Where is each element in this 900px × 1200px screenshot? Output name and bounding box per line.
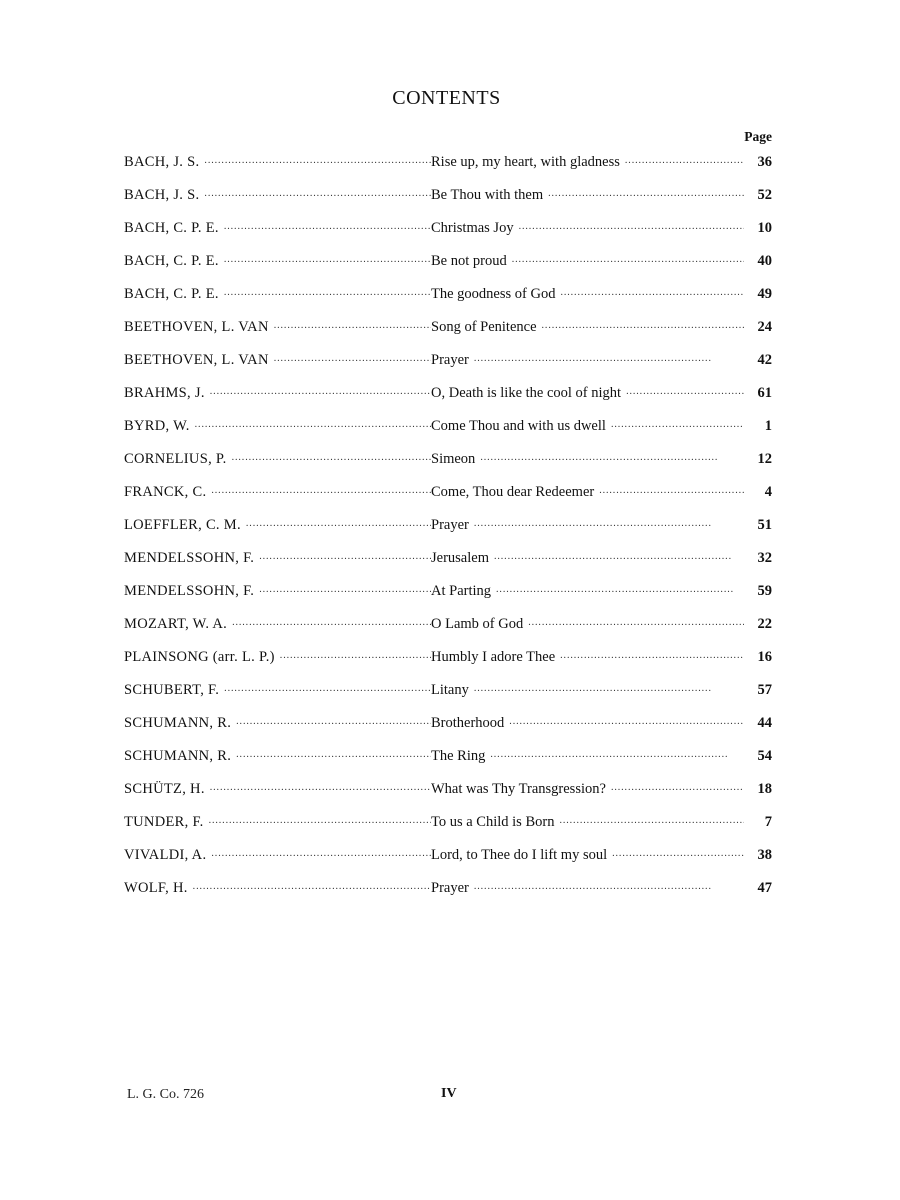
dot-leader [625, 152, 744, 166]
dot-leader [209, 812, 431, 826]
composer-cell [124, 812, 431, 831]
page-number: IV [441, 1086, 457, 1101]
dot-leader [509, 713, 744, 727]
work-title: Brotherhood [431, 715, 505, 731]
toc-entry [124, 838, 772, 871]
composer-cell [124, 185, 431, 204]
composer-cell [124, 746, 431, 765]
dot-leader [259, 548, 431, 562]
work-title: Song of Penitence [431, 319, 537, 335]
composer-name: SCHUMANN, R. [124, 748, 232, 764]
work-title: O Lamb of God [431, 616, 524, 632]
title-cell [431, 779, 772, 798]
composer-name: PLAINSONG (arr. L. P.) [124, 649, 275, 665]
dot-leader [611, 416, 744, 430]
dot-leader [542, 317, 744, 331]
page-ref: 18 [757, 781, 772, 797]
work-title: What was Thy Transgression? [431, 781, 606, 797]
composer-cell [124, 581, 431, 600]
composer-name: SCHÜTZ, H. [124, 781, 205, 797]
dot-leader [559, 812, 744, 826]
title-cell [431, 218, 772, 237]
work-title: Prayer [431, 517, 469, 533]
toc-entry [124, 772, 772, 805]
title-cell [431, 515, 772, 534]
toc-entry [124, 574, 772, 607]
dot-leader [211, 845, 431, 859]
dot-leader [246, 515, 431, 529]
composer-cell [124, 845, 431, 864]
dot-leader [474, 878, 744, 892]
dot-leader [210, 779, 431, 793]
page-ref: 47 [757, 880, 772, 896]
dot-leader [224, 251, 431, 265]
page-ref: 16 [757, 649, 772, 665]
composer-cell [124, 548, 431, 567]
composer-name: MOZART, W. A. [124, 616, 228, 632]
page-ref: 4 [764, 484, 772, 500]
dot-leader [474, 515, 744, 529]
dot-leader [193, 878, 431, 892]
work-title: Come, Thou dear Redeemer [431, 484, 595, 500]
work-title: The goodness of God [431, 286, 556, 302]
work-title: O, Death is like the cool of night [431, 385, 622, 401]
composer-name: BRAHMS, J. [124, 385, 205, 401]
title-cell [431, 548, 772, 567]
dot-leader [560, 284, 744, 298]
page-ref: 54 [757, 748, 772, 764]
composer-cell [124, 779, 431, 798]
dot-leader [224, 218, 431, 232]
composer-name: VIVALDI, A. [124, 847, 207, 863]
composer-cell [124, 350, 431, 369]
work-title: Come Thou and with us dwell [431, 418, 606, 434]
title-cell [431, 746, 772, 765]
title-cell [431, 185, 772, 204]
composer-name: MENDELSSOHN, F. [124, 550, 255, 566]
composer-name: CORNELIUS, P. [124, 451, 227, 467]
composer-name: FRANCK, C. [124, 484, 207, 500]
work-title: Humbly I adore Thee [431, 649, 556, 665]
toc-entry [124, 541, 772, 574]
dot-leader [480, 449, 744, 463]
dot-leader [195, 416, 431, 430]
composer-cell [124, 449, 431, 468]
dot-leader [204, 185, 431, 199]
dot-leader [236, 713, 431, 727]
page-ref: 38 [757, 847, 772, 863]
toc-entry [124, 310, 772, 343]
table-of-contents [124, 145, 772, 904]
composer-name: LOEFFLER, C. M. [124, 517, 241, 533]
title-cell [431, 812, 772, 831]
dot-leader [560, 647, 744, 661]
composer-name: BACH, J. S. [124, 187, 200, 203]
dot-leader [280, 647, 431, 661]
toc-entry [124, 409, 772, 442]
dot-leader [494, 548, 744, 562]
title-cell [431, 383, 772, 402]
dot-leader [274, 350, 431, 364]
composer-name: MENDELSSOHN, F. [124, 583, 255, 599]
composer-name: BACH, C. P. E. [124, 286, 219, 302]
work-title: Be Thou with them [431, 187, 544, 203]
dot-leader [259, 581, 431, 595]
title-cell [431, 350, 772, 369]
page-ref: 22 [757, 616, 772, 632]
title-cell [431, 482, 772, 501]
page-ref: 24 [757, 319, 772, 335]
page-ref: 49 [757, 286, 772, 302]
dot-leader [611, 779, 744, 793]
work-title: Litany [431, 682, 469, 698]
composer-cell [124, 614, 431, 633]
dot-leader [210, 383, 431, 397]
catalog-number: L. G. Co. 726 [127, 1087, 204, 1102]
work-title: Prayer [431, 352, 469, 368]
toc-entry [124, 376, 772, 409]
dot-leader [236, 746, 431, 760]
page-column-heading: Page [744, 129, 772, 144]
dot-leader [224, 284, 431, 298]
work-title: Prayer [431, 880, 469, 896]
composer-name: SCHUMANN, R. [124, 715, 232, 731]
toc-entry [124, 475, 772, 508]
title-cell [431, 680, 772, 699]
dot-leader [528, 614, 744, 628]
composer-cell [124, 284, 431, 303]
work-title: Simeon [431, 451, 476, 467]
title-cell [431, 614, 772, 633]
toc-entry [124, 508, 772, 541]
toc-entry [124, 739, 772, 772]
title-cell [431, 647, 772, 666]
toc-entry [124, 442, 772, 475]
toc-entry [124, 244, 772, 277]
page-ref: 44 [757, 715, 772, 731]
page-title: CONTENTS [392, 87, 501, 109]
work-title: Rise up, my heart, with gladness [431, 154, 620, 170]
dot-leader [474, 680, 744, 694]
composer-cell [124, 152, 431, 171]
page-ref: 1 [764, 418, 772, 434]
page-ref: 52 [757, 187, 772, 203]
composer-name: BACH, C. P. E. [124, 220, 219, 236]
toc-entry [124, 640, 772, 673]
toc-entry [124, 673, 772, 706]
title-cell [431, 251, 772, 270]
title-cell [431, 152, 772, 171]
toc-entry [124, 178, 772, 211]
dot-leader [474, 350, 744, 364]
composer-name: TUNDER, F. [124, 814, 204, 830]
composer-cell [124, 218, 431, 237]
composer-name: BACH, C. P. E. [124, 253, 219, 269]
title-cell [431, 878, 772, 897]
composer-cell [124, 647, 431, 666]
dot-leader [496, 581, 744, 595]
composer-cell [124, 713, 431, 732]
title-cell [431, 845, 772, 864]
composer-name: SCHUBERT, F. [124, 682, 220, 698]
toc-entry [124, 871, 772, 904]
composer-cell [124, 878, 431, 897]
toc-entry [124, 211, 772, 244]
work-title: Lord, to Thee do I lift my soul [431, 847, 608, 863]
composer-name: BYRD, W. [124, 418, 190, 434]
work-title: To us a Child is Born [431, 814, 555, 830]
dot-leader [232, 614, 431, 628]
work-title: The Ring [431, 748, 486, 764]
dot-leader [548, 185, 744, 199]
page-ref: 7 [764, 814, 772, 830]
page-ref: 42 [757, 352, 772, 368]
dot-leader [626, 383, 744, 397]
composer-cell [124, 251, 431, 270]
title-cell [431, 713, 772, 732]
dot-leader [232, 449, 431, 463]
title-cell [431, 416, 772, 435]
page-ref: 40 [757, 253, 772, 269]
composer-name: BACH, J. S. [124, 154, 200, 170]
dot-leader [519, 218, 744, 232]
composer-name: WOLF, H. [124, 880, 188, 896]
page-ref: 57 [757, 682, 772, 698]
dot-leader [204, 152, 431, 166]
composer-cell [124, 317, 431, 336]
composer-cell [124, 515, 431, 534]
page-ref: 59 [757, 583, 772, 599]
composer-cell [124, 680, 431, 699]
page-ref: 36 [757, 154, 772, 170]
work-title: At Parting [431, 583, 492, 599]
title-cell [431, 449, 772, 468]
title-cell [431, 284, 772, 303]
dot-leader [599, 482, 744, 496]
dot-leader [274, 317, 431, 331]
toc-entry [124, 277, 772, 310]
composer-name: BEETHOVEN, L. VAN [124, 352, 269, 368]
page-ref: 12 [757, 451, 772, 467]
work-title: Jerusalem [431, 550, 489, 566]
page-ref: 10 [757, 220, 772, 236]
toc-entry [124, 343, 772, 376]
toc-entry [124, 805, 772, 838]
dot-leader [512, 251, 744, 265]
toc-entry [124, 706, 772, 739]
composer-cell [124, 383, 431, 402]
dot-leader [612, 845, 744, 859]
toc-entry [124, 607, 772, 640]
work-title: Christmas Joy [431, 220, 514, 236]
dot-leader [224, 680, 431, 694]
dot-leader [490, 746, 744, 760]
title-cell [431, 317, 772, 336]
page-ref: 32 [757, 550, 772, 566]
page-ref: 51 [757, 517, 772, 533]
dot-leader [211, 482, 431, 496]
composer-cell [124, 416, 431, 435]
composer-name: BEETHOVEN, L. VAN [124, 319, 269, 335]
work-title: Be not proud [431, 253, 507, 269]
composer-cell [124, 482, 431, 501]
title-cell [431, 581, 772, 600]
toc-entry [124, 145, 772, 178]
page-ref: 61 [757, 385, 772, 401]
